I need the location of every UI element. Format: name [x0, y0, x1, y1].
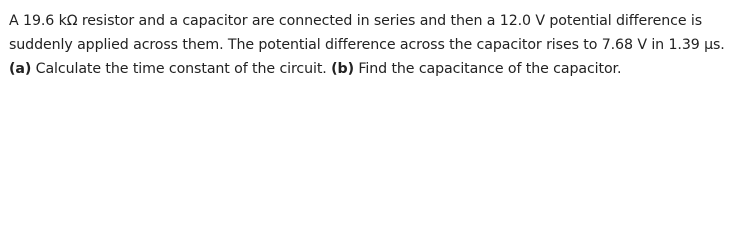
part-a-text: Calculate the time constant of the circuit. [31, 61, 332, 77]
part-b-text: Find the capacitance of the capacitor. [353, 61, 622, 77]
problem-line-2: suddenly applied across them. The potential difference across the capacitor rises to 7.68 V in 1.39 μs. [9, 37, 725, 53]
problem-line-3 [9, 57, 731, 81]
problem-line-1: A 19.6 kΩ resistor and a capacitor are connected in series and then a 12.0 V potential difference is [9, 13, 702, 29]
problem-statement [9, 9, 731, 81]
part-b-label: (b) [331, 61, 354, 77]
part-a-label: (a) [9, 61, 32, 77]
